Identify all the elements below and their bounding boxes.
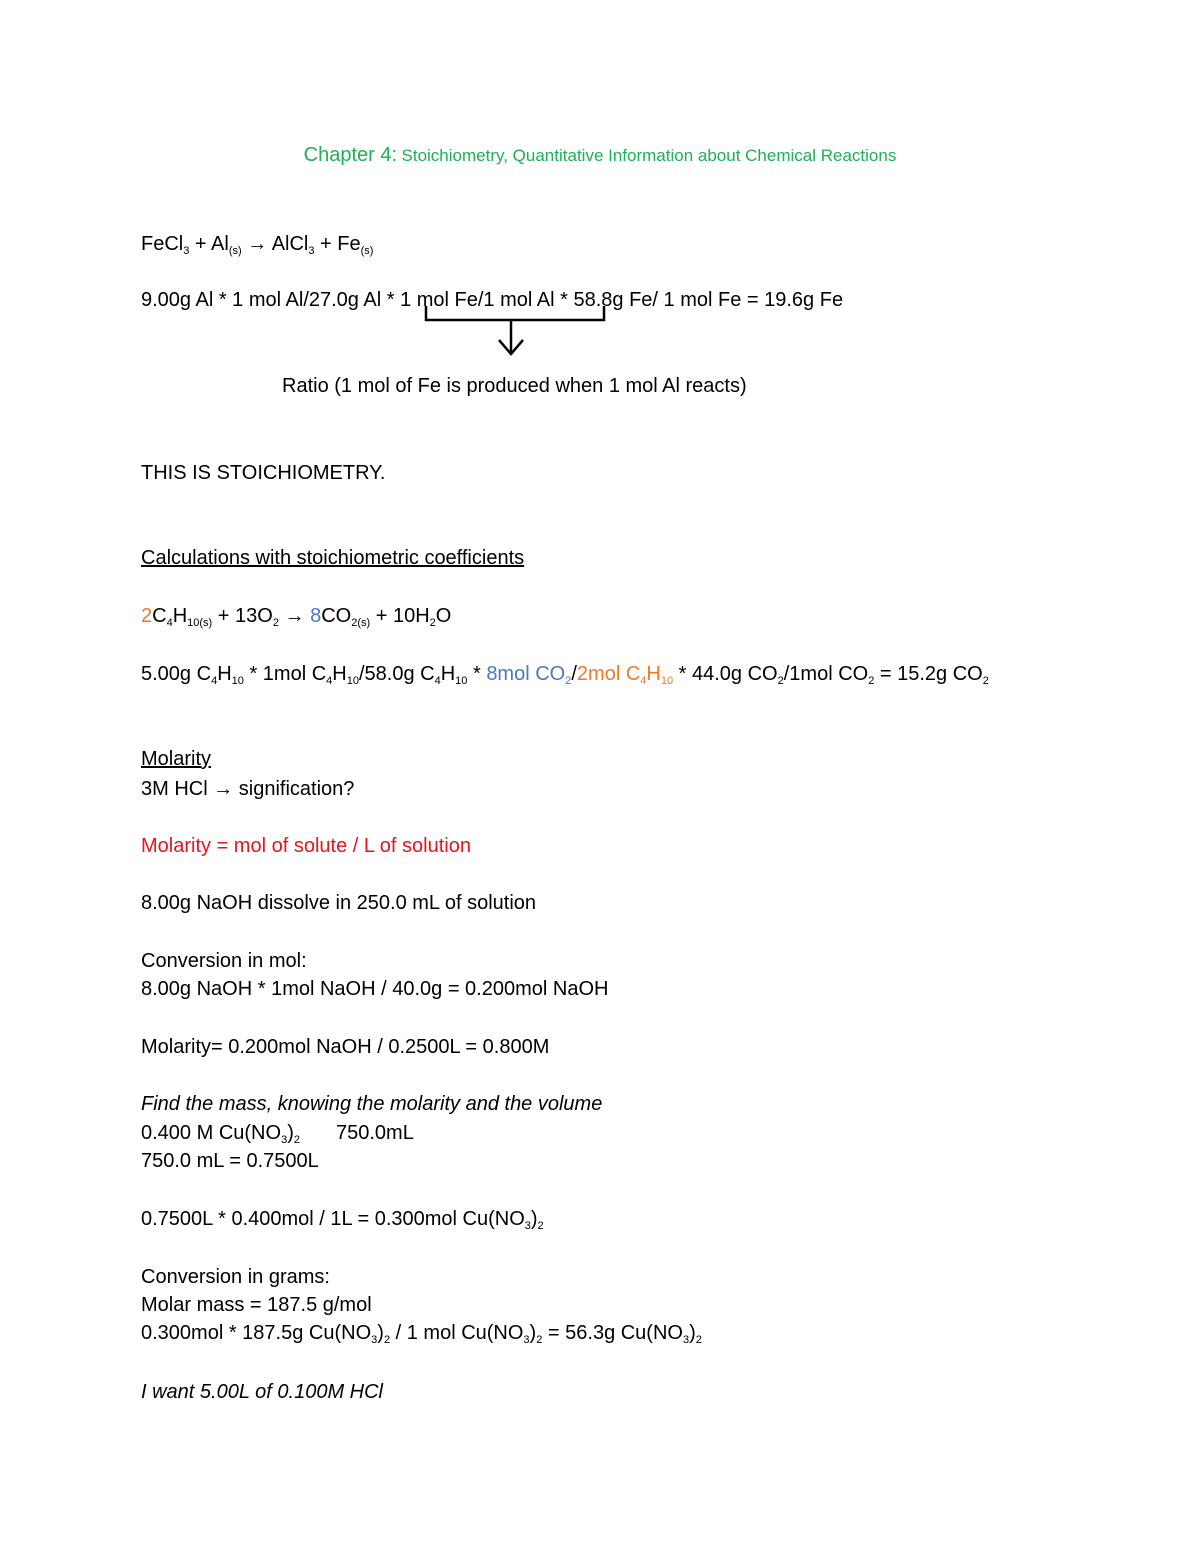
conversion-mol-label: Conversion in mol: [141, 950, 307, 972]
calc-al-to-fe: 9.00g Al * 1 mol Al/27.0g Al * 1 mol Fe/1 mol Al * 58.8g Fe/ 1 mol Fe = 19.6g Fe [141, 289, 844, 311]
stoichiometry-statement: THIS IS STOICHIOMETRY. [141, 462, 386, 484]
reaction-butane-combustion: $2C_4H_{10(s)} + 13O_2 \to 8CO_{2(s)} + 10H_2O$ [141, 605, 452, 629]
molar-mass: Molar mass = 187.5 g/mol [141, 1294, 372, 1316]
volume-conversion: 750.0 mL = 0.7500L [141, 1150, 319, 1172]
naoh-problem: 8.00g NaOH dissolve in 250.0 mL of solution [141, 892, 537, 914]
conversion-mol-calc: 8.00g NaOH * 1mol NaOH / 40.0g = 0.200mol NaOH [141, 978, 609, 1000]
copper-nitrate-given: 0.400 M $Cu(NO_3)_2$ 750.0mL [141, 1122, 414, 1146]
ratio-bracket-icon [420, 302, 610, 362]
conversion-grams-label: Conversion in grams: [141, 1266, 330, 1288]
hcl-problem: I want 5.00L of 0.100M HCl [141, 1381, 383, 1403]
mass-calc: 0.300mol * 187.5g $Cu(NO_3)_2 / 1$ mol $Cu(NO_3)_2 = 56.3g$ $Cu(NO_3)_2$ [141, 1322, 702, 1346]
calc-butane-to-co2: 5.00g $C_4H_{10} * 1mol$ $C_4H_{10}/58.0g$ $C_4H_{10} * 8mol$ $CO_2/2mol$ $C_4H_{10} * 44.0g$ $CO_2/1mol$ $CO_2 = 15.2g$ $CO_2$ [141, 663, 989, 687]
molarity-calc: Molarity= 0.200mol NaOH / 0.2500L = 0.800M [141, 1036, 550, 1058]
arrow-icon: → [278, 605, 311, 627]
moles-calc: 0.7500L * 0.400mol / 1L = 0.300mol $Cu(NO_3)_2$ [141, 1208, 544, 1232]
section-heading-molarity: Molarity [141, 748, 212, 770]
molarity-definition: Molarity = mol of solute / L of solution [141, 835, 471, 857]
section-heading-coefficients: Calculations with stoichiometric coefficients [141, 547, 525, 569]
molarity-question: 3M HCl → signification? [141, 778, 355, 800]
reaction-fecl3-al: FeCl$_3$ + $Al_{(s)}$ → AlCl$_3$ + $Fe_{(s)}$ [141, 233, 374, 257]
find-mass-prompt: Find the mass, knowing the molarity and the volume [141, 1093, 603, 1115]
page-subtitle: Stoichiometry, Quantitative Information about Chemical Reactions [401, 146, 897, 165]
arrow-icon: → [241, 233, 272, 255]
page-title: Chapter 4: Stoichiometry, Quantitative Information about Chemical Reactions [303, 144, 897, 166]
ratio-note: Ratio (1 mol of Fe is produced when 1 mol Al reacts) [282, 375, 747, 397]
